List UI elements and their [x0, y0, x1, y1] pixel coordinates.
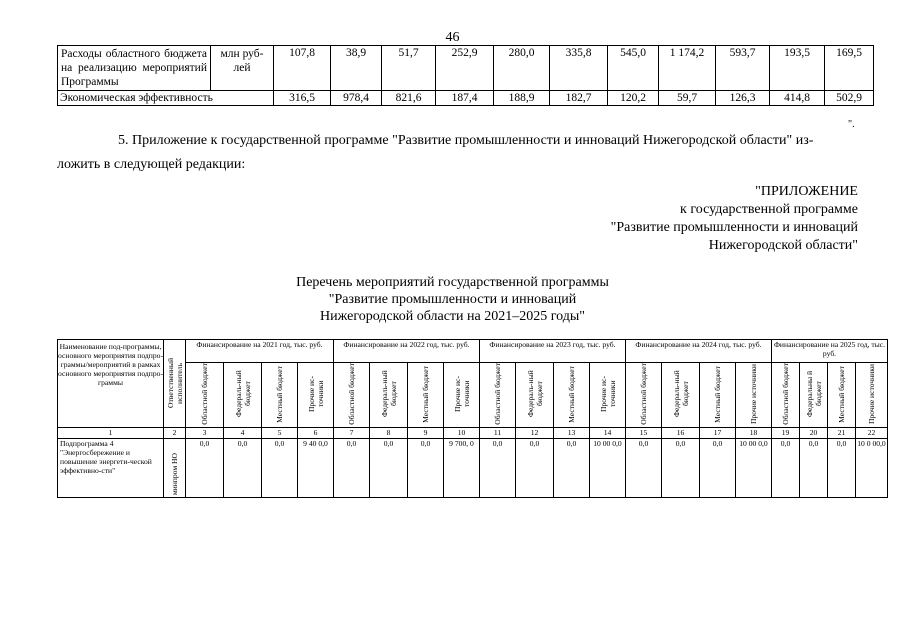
subheader-cell: Прочие источники: [736, 363, 772, 428]
subheader-cell: Местный бюджет: [828, 363, 856, 428]
index-cell: 16: [662, 428, 700, 439]
index-cell: 10: [444, 428, 480, 439]
cell: 38,9: [331, 46, 382, 91]
row-name: Расходы областного бюджета на реализацию мероприятий Программы: [58, 46, 211, 91]
subheader-cell: Прочие ис-точники: [298, 363, 334, 428]
top-table: [57, 45, 874, 106]
table-index-row: [58, 428, 888, 439]
value-cell: 0,0: [370, 439, 408, 498]
cell: 335,8: [550, 46, 608, 91]
cell: 120,2: [608, 91, 659, 106]
cell: 821,6: [382, 91, 436, 106]
subheader-cell: Местный бюджет: [700, 363, 736, 428]
subheader-cell: Областной бюджет: [334, 363, 370, 428]
row-name: Экономическая эффективность: [58, 91, 274, 106]
index-cell: 15: [626, 428, 662, 439]
col-executor-header: Ответственный исполнитель: [164, 340, 186, 428]
subheader-cell: Прочие ис-точники: [590, 363, 626, 428]
col-name-header: Наименование под-программы, основного мероприятия подпро-граммы/мероприятий в рамках основного мероприятия подпро-граммы: [58, 340, 164, 428]
title-line: Нижегородской области на 2021–2025 годы": [320, 309, 585, 324]
value-cell: 0,0: [262, 439, 298, 498]
year-header: Финансирование на 2023 год, тыс. руб.: [480, 340, 626, 363]
value-cell: 10 0 00,0: [856, 439, 888, 498]
cell: 545,0: [608, 46, 659, 91]
subheader-cell: Федераль-ный бюджет: [662, 363, 700, 428]
year-header: Финансирование на 2024 год, тыс. руб.: [626, 340, 772, 363]
index-cell: 3: [186, 428, 224, 439]
index-cell: 7: [334, 428, 370, 439]
cell: 193,5: [770, 46, 825, 91]
value-cell: 0,0: [662, 439, 700, 498]
value-cell: 0,0: [224, 439, 262, 498]
title-line: "Развитие промышленности и инноваций: [328, 292, 577, 307]
value-cell: 0,0: [334, 439, 370, 498]
index-cell: 19: [772, 428, 800, 439]
subheader-cell: Прочие ис-точники: [444, 363, 480, 428]
value-cell: 10 00 0,0: [736, 439, 772, 498]
index-cell: 8: [370, 428, 408, 439]
paragraph-line: ложить в следующей редакции:: [57, 157, 246, 172]
table-header-row: [58, 340, 888, 363]
index-cell: 9: [408, 428, 444, 439]
row-unit: млн руб-лей: [211, 46, 274, 91]
appendix-heading: [611, 183, 858, 255]
appendix-line: "Развитие промышленности и инноваций: [610, 220, 858, 235]
subheader-cell: Областной бюджет: [772, 363, 800, 428]
index-cell: 17: [700, 428, 736, 439]
value-cell: 9 40 0,0: [298, 439, 334, 498]
appendix-line: Нижегородской области": [708, 238, 858, 253]
index-cell: 13: [554, 428, 590, 439]
value-cell: 9 700, 0: [444, 439, 480, 498]
cell: 187,4: [436, 91, 494, 106]
cell: 978,4: [331, 91, 382, 106]
subheader-cell: Федеральны й бюджет: [800, 363, 828, 428]
row-executor: минпром НО: [164, 439, 186, 498]
cell: 1 174,2: [659, 46, 716, 91]
subheader-cell: Прочие источники: [856, 363, 888, 428]
cell: 126,3: [716, 91, 770, 106]
index-cell: 2: [164, 428, 186, 439]
title-line: Перечень мероприятий государственной программы: [296, 275, 609, 290]
value-cell: 0,0: [828, 439, 856, 498]
subheader-cell: Местный бюджет: [408, 363, 444, 428]
subheader-cell: Областной бюджет: [186, 363, 224, 428]
index-cell: 18: [736, 428, 772, 439]
cell: 252,9: [436, 46, 494, 91]
cell: 593,7: [716, 46, 770, 91]
year-header: Финансирование на 2025 год, тыс. руб.: [772, 340, 888, 363]
subheader-cell: Федераль-ный бюджет: [370, 363, 408, 428]
index-cell: 1: [58, 428, 164, 439]
cell: 51,7: [382, 46, 436, 91]
subheader-cell: Местный бюджет: [554, 363, 590, 428]
appendix-line: "ПРИЛОЖЕНИЕ: [755, 184, 858, 199]
cell: 414,8: [770, 91, 825, 106]
cell: 280,0: [494, 46, 550, 91]
closing-quote: ".: [848, 119, 855, 130]
subheader-cell: Федераль-ный бюджет: [516, 363, 554, 428]
page-number: 46: [445, 30, 460, 45]
cell: 316,5: [274, 91, 331, 106]
cell: 502,9: [825, 91, 874, 106]
row-name: Подпрограмма 4 "Энергосбережение и повышение энергети-ческой эффективно-сти": [58, 439, 164, 498]
value-cell: 0,0: [408, 439, 444, 498]
table-row: [58, 439, 888, 498]
value-cell: 0,0: [516, 439, 554, 498]
cell: 107,8: [274, 46, 331, 91]
value-cell: 0,0: [554, 439, 590, 498]
list-title: [0, 274, 905, 325]
cell: 169,5: [825, 46, 874, 91]
index-cell: 12: [516, 428, 554, 439]
index-cell: 14: [590, 428, 626, 439]
index-cell: 11: [480, 428, 516, 439]
subheader-cell: Федераль-ный бюджет: [224, 363, 262, 428]
index-cell: 4: [224, 428, 262, 439]
index-cell: 6: [298, 428, 334, 439]
value-cell: 0,0: [772, 439, 800, 498]
index-cell: 21: [828, 428, 856, 439]
value-cell: 0,0: [186, 439, 224, 498]
index-cell: 20: [800, 428, 828, 439]
subheader-cell: Областной бюджет: [626, 363, 662, 428]
year-header: Финансирование на 2021 год, тыс. руб.: [186, 340, 334, 363]
index-cell: 22: [856, 428, 888, 439]
index-cell: 5: [262, 428, 298, 439]
subheader-cell: Местный бюджет: [262, 363, 298, 428]
appendix-line: к государственной программе: [680, 202, 858, 217]
table-row: [58, 46, 874, 91]
value-cell: 0,0: [700, 439, 736, 498]
cell: 188,9: [494, 91, 550, 106]
table-row: [58, 91, 874, 106]
value-cell: 0,0: [800, 439, 828, 498]
subheader-cell: Областной бюджет: [480, 363, 516, 428]
value-cell: 0,0: [480, 439, 516, 498]
value-cell: 10 00 0,0: [590, 439, 626, 498]
measures-table: [57, 339, 888, 498]
cell: 182,7: [550, 91, 608, 106]
paragraph-line: 5. Приложение к государственной программе "Развитие промышленности и инноваций Нижегородской области" из-: [118, 133, 814, 148]
year-header: Финансирование на 2022 год, тыс. руб.: [334, 340, 480, 363]
cell: 59,7: [659, 91, 716, 106]
value-cell: 0,0: [626, 439, 662, 498]
